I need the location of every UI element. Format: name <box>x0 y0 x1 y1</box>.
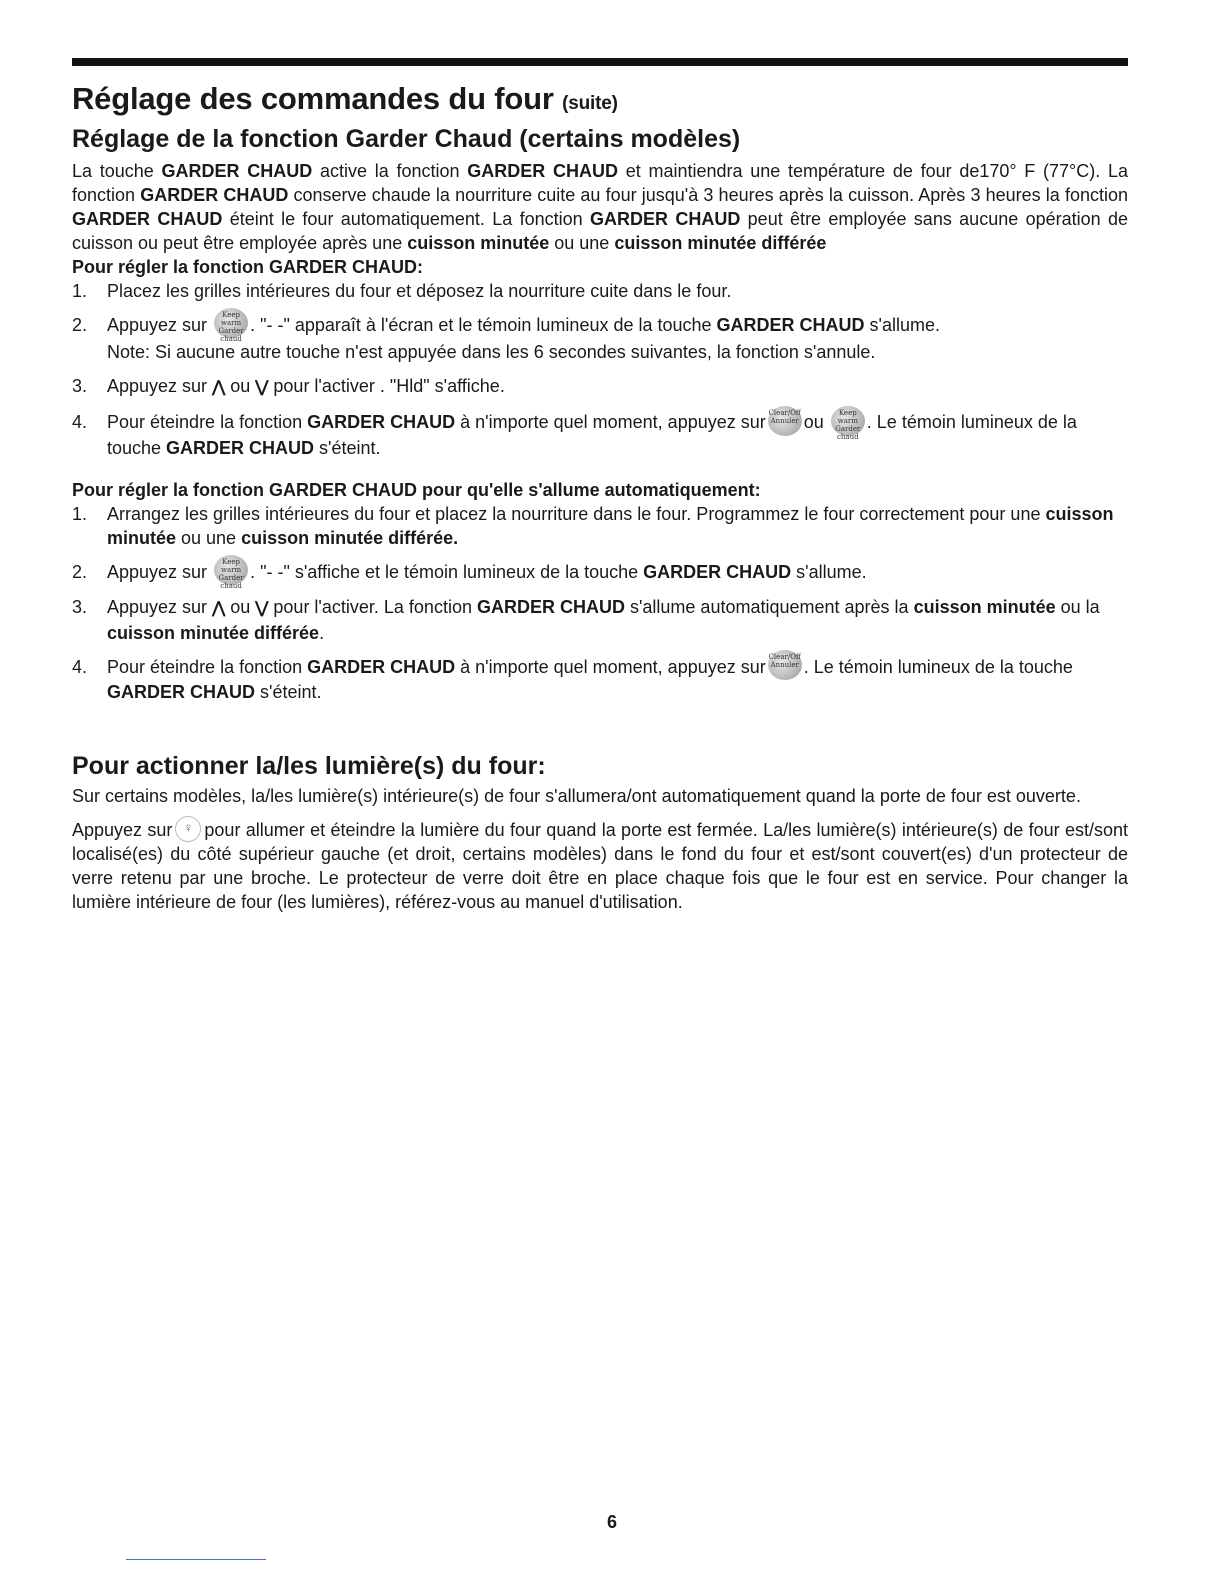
keep-warm-key-icon: Keep warm Garder chaud <box>831 406 865 436</box>
list-item: 4. Pour éteindre la fonction GARDER CHAUD à n'importe quel moment, appuyez sur Clear/Off Annuler ou Keep warm Garder chaud. Le témoin lumineux de la touche GARDER CHAUD s'éteint. <box>72 410 1128 459</box>
page-number: 6 <box>606 1512 617 1532</box>
list-item: 1. Arrangez les grilles intérieures du four et placez la nourriture dans le four. Programmez le four correctement pour une cuisson minutée ou une cuisson minutée différée. <box>72 503 1114 548</box>
title-suffix: (suite) <box>562 93 618 114</box>
section-subtitle: Réglage de la fonction Garder Chaud (certains modèles) <box>72 125 741 153</box>
manual-steps <box>72 279 1128 344</box>
clear-off-key-icon: Clear/Off Annuler <box>768 406 802 436</box>
list-item: 2. Appuyez sur Keep warm Garder chaud. "- -" s'affiche et le témoin lumineux de la touche GARDER CHAUD s'allume. <box>72 560 1128 585</box>
down-arrow-icon: ⋁ <box>255 379 269 397</box>
up-arrow-icon: ⋀ <box>212 379 226 397</box>
manual-label: Pour régler la fonction GARDER CHAUD: <box>72 257 424 277</box>
manual-note: Note: Si aucune autre touche n'est appuyée dans les 6 secondes suivantes, la fonction s'annule. <box>107 342 876 363</box>
keep-warm-key-icon: Keep warm Garder chaud <box>214 308 248 338</box>
list-item: 1. Placez les grilles intérieures du four et déposez la nourriture cuite dans le four. <box>72 281 732 301</box>
auto-steps <box>72 502 1128 705</box>
clear-off-key-icon: Clear/Off Annuler <box>768 650 802 680</box>
list-item: 4. Pour éteindre la fonction GARDER CHAUD à n'importe quel moment, appuyez sur Clear/Off Annuler . Le témoin lumineux de la touche GARDER CHAUD s'éteint. <box>72 655 1128 704</box>
lights-paragraph-2: Appuyez sur ♀ pour allumer et éteindre la lumière du four quand la porte est fermée. La/les lumière(s) intérieure(s) de four est/sont localisé(es) du côté supérieur gauche (et droit, certains modèles) dans le fond du four et est/sont couvert(es) d'un protecteur de verre retenu par une broche. Le protecteur de verre doit être en place chaque fois que le four est en service. Pour changer la lumière intérieure de four (les lumières), référez-vous au manuel d'utilisation. <box>72 818 1128 914</box>
lights-paragraph-1: Sur certains modèles, la/les lumière(s) intérieure(s) de four s'allumera/ont automatiquement quand la porte de four est ouverte. <box>72 786 1081 806</box>
up-arrow-icon: ⋀ <box>212 599 226 617</box>
bottom-link-rule <box>126 1559 266 1560</box>
down-arrow-icon: ⋁ <box>255 599 269 617</box>
intro-paragraph: La touche GARDER CHAUD active la fonction GARDER CHAUD et maintiendra une température de four de170° F (77°C). La fonction GARDER CHAUD conserve chaude la nourriture cuite au four jusqu'à 3 heures après la cuisson. Après 3 heures la fonction GARDER CHAUD éteint le four automatiquement. La fonction GARDER CHAUD peut être employée sans aucune opération de cuisson ou peut être employée après une cuisson minutée ou une cuisson minutée différée <box>72 161 1128 253</box>
lights-heading: Pour actionner la/les lumière(s) du four: <box>72 752 546 780</box>
keep-warm-key-icon: Keep warm Garder chaud <box>214 555 248 585</box>
auto-label: Pour régler la fonction GARDER CHAUD pour qu'elle s'allume automatiquement: <box>72 479 761 500</box>
manual-steps-cont <box>72 374 1128 459</box>
list-item: 2. Appuyez sur Keep warm Garder chaud. "- -" apparaît à l'écran et le témoin lumineux de la touche GARDER CHAUD s'allume. <box>72 313 1128 338</box>
page-title: Réglage des commandes du four (suite) <box>72 81 618 116</box>
list-item: 3. Appuyez sur ⋀ ou ⋁ pour l'activer. La fonction GARDER CHAUD s'allume automatiquement après la cuisson minutée ou la cuisson minutée différée. <box>72 596 1100 643</box>
top-rule <box>72 58 1128 66</box>
page-content <box>72 80 1128 914</box>
light-bulb-icon: ♀ <box>175 816 201 842</box>
list-item: 3. Appuyez sur ⋀ ou ⋁ pour l'activer . "Hld" s'affiche. <box>72 376 505 397</box>
